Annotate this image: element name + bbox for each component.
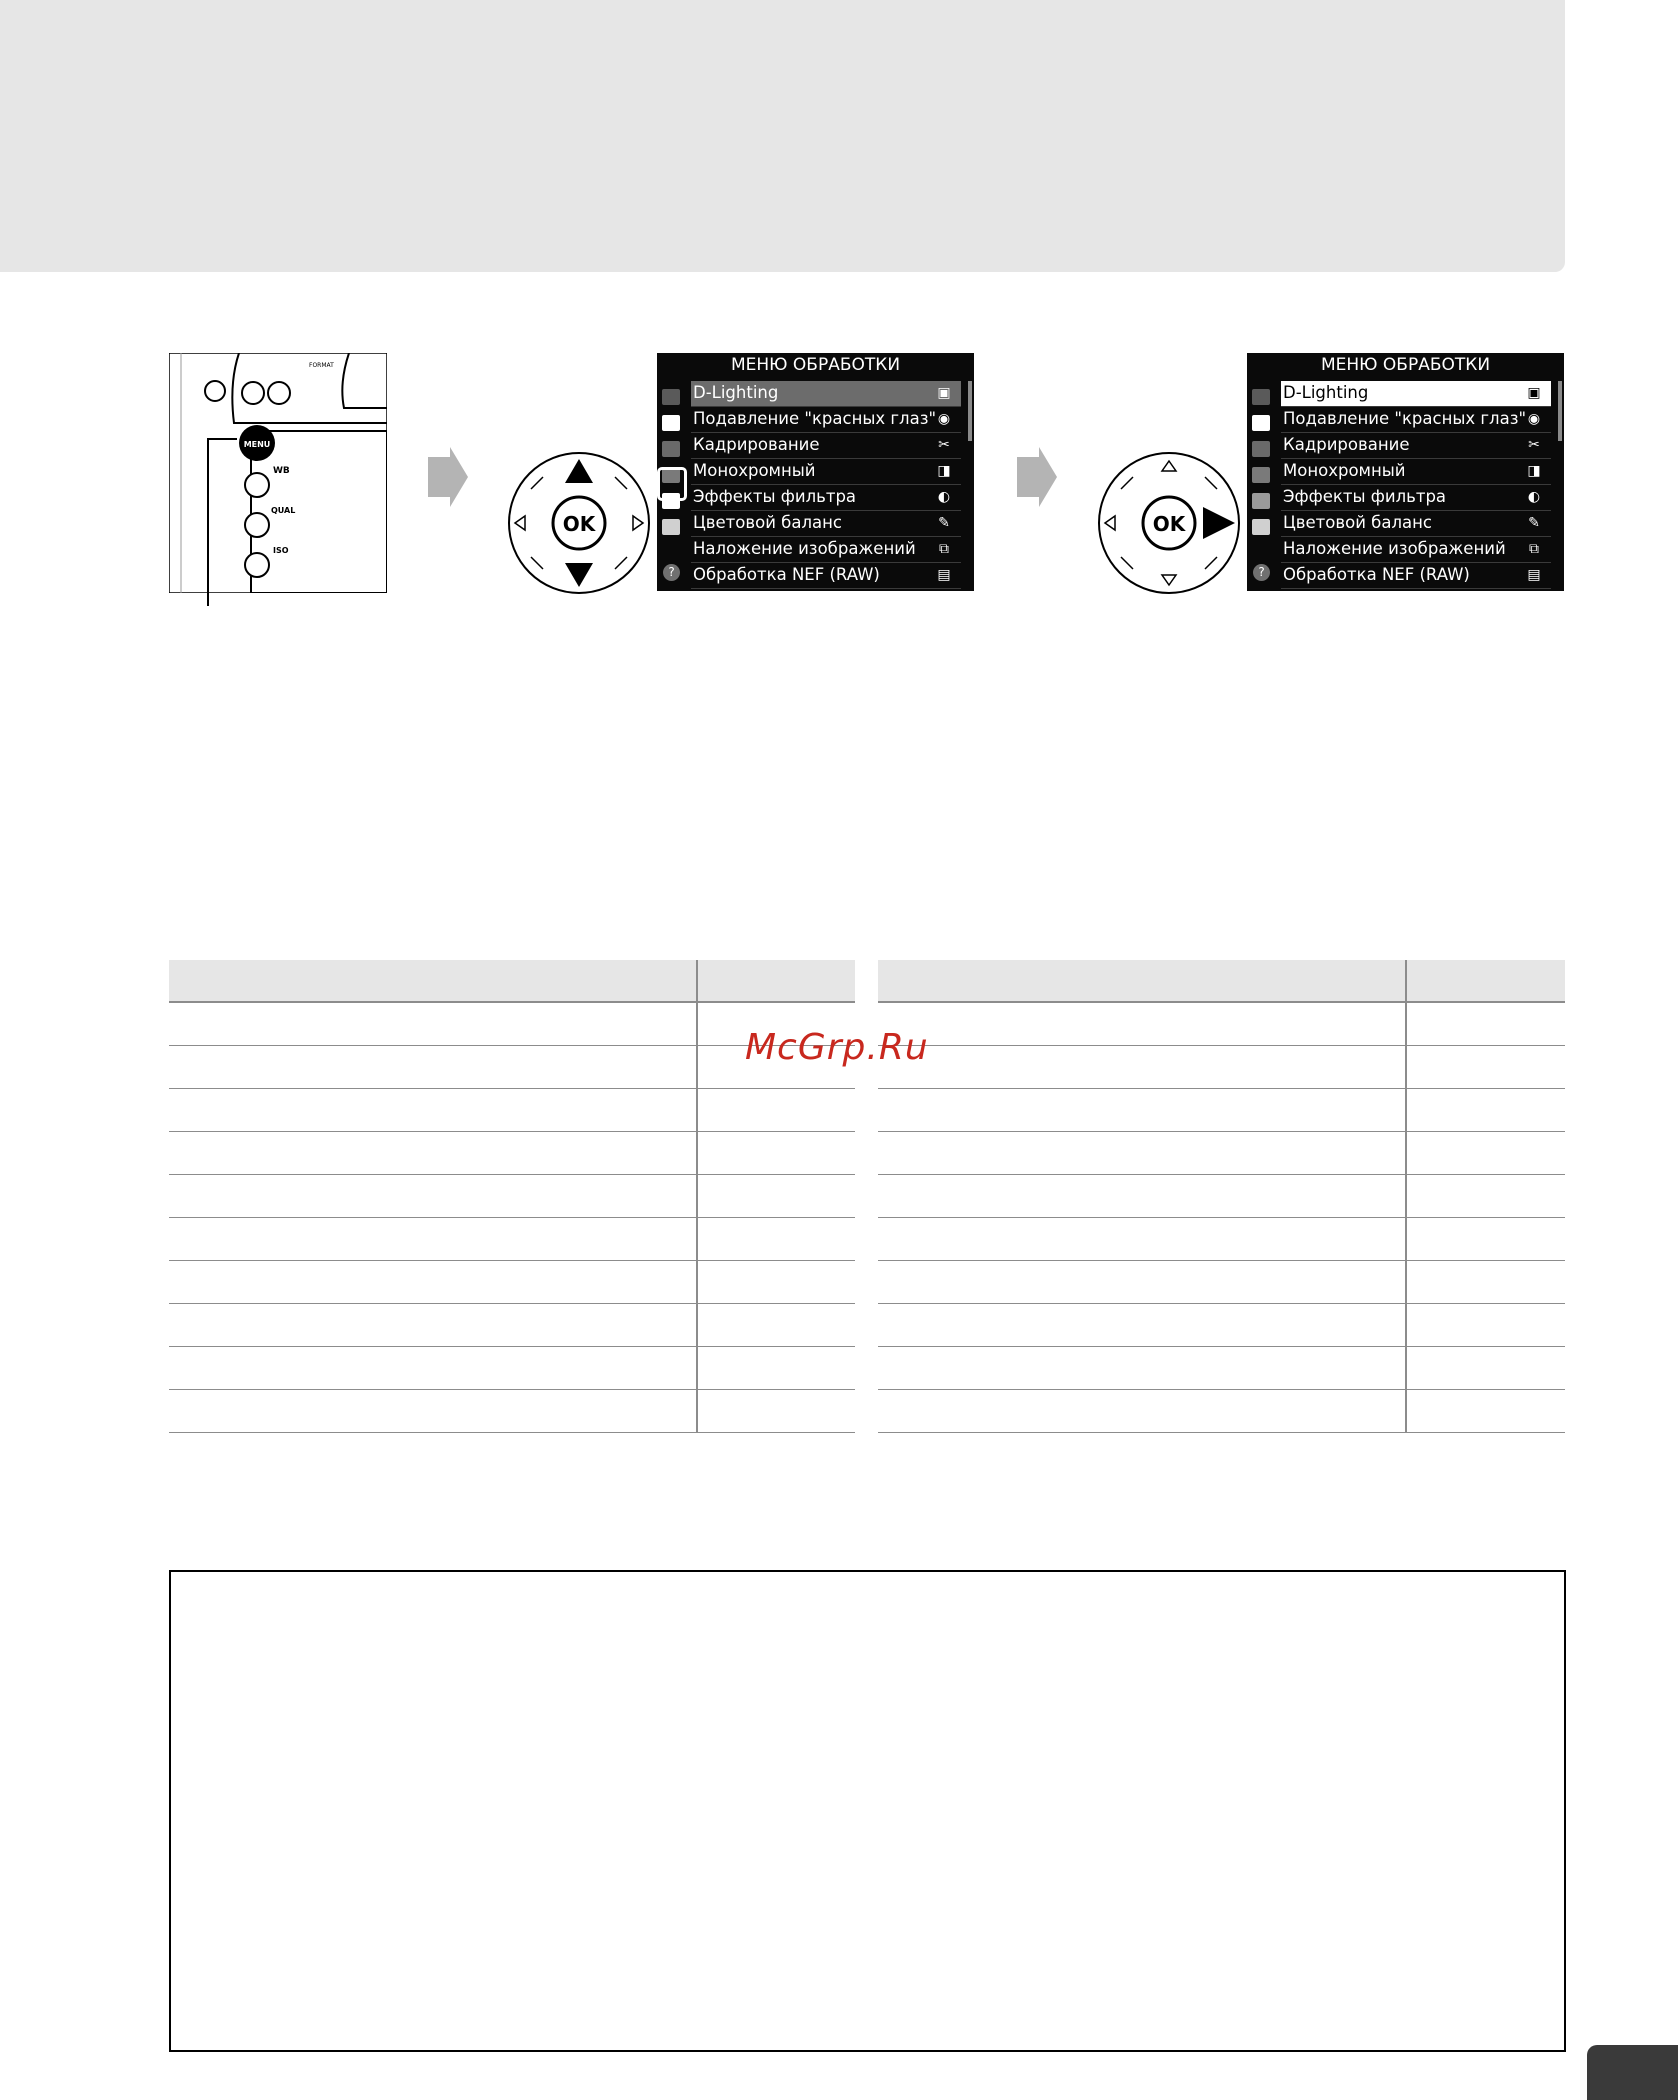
menu-item-color-balance[interactable] [1281, 511, 1551, 537]
table-row [878, 1261, 1565, 1304]
qual-label: QUAL [271, 506, 296, 515]
iso-label: ISO [273, 546, 289, 555]
help-icon: ? [1253, 564, 1270, 581]
color-balance-icon: ✎ [1528, 515, 1540, 531]
table-row [878, 1175, 1565, 1218]
menu-list [691, 381, 961, 589]
d-lighting-icon: ▣ [937, 385, 951, 401]
menu-item-label: Подавление "красных глаз" [1283, 409, 1527, 428]
table-row [169, 1089, 855, 1132]
menu-title: МЕНЮ ОБРАБОТКИ [1320, 355, 1491, 375]
menu-item-image-overlay[interactable] [691, 537, 961, 563]
menu-item-d-lighting[interactable] [691, 381, 961, 407]
table-row [878, 1304, 1565, 1347]
monochrome-icon: ◨ [937, 463, 951, 479]
table-header [878, 960, 1565, 1003]
shooting-menu-icon[interactable] [1252, 415, 1270, 431]
menu-item-label: Цветовой баланс [693, 513, 842, 532]
menu-item-filter-effects[interactable] [691, 485, 961, 511]
trim-icon: ✂ [1528, 437, 1540, 453]
watermark: McGrp.Ru [745, 1027, 929, 1068]
menu-item-label: Обработка NEF (RAW) [693, 565, 880, 584]
table-row [169, 1132, 855, 1175]
table-row [169, 1175, 855, 1218]
monochrome-icon: ◨ [1527, 463, 1541, 479]
menu-item-label: Кадрирование [693, 435, 820, 454]
image-overlay-icon: ⧉ [1529, 541, 1539, 557]
menu-item-d-lighting[interactable] [1281, 381, 1551, 407]
multi-selector-up-down [507, 451, 651, 595]
menu-item-nef-raw[interactable] [691, 563, 961, 589]
menu-item-color-balance[interactable] [691, 511, 961, 537]
playback-menu-icon[interactable] [662, 389, 680, 405]
red-eye-icon: ◉ [1527, 411, 1541, 427]
scrollbar[interactable] [1558, 381, 1562, 441]
menu-item-label: Обработка NEF (RAW) [1283, 565, 1470, 584]
menu-list [1281, 381, 1551, 589]
table-header [169, 960, 855, 1003]
note-box [169, 1570, 1566, 2052]
retouch-menu-screen-1 [657, 353, 974, 591]
menu-item-trim[interactable] [1281, 433, 1551, 459]
custom-settings-icon[interactable] [1252, 441, 1270, 457]
menu-title: МЕНЮ ОБРАБОТКИ [730, 355, 901, 375]
menu-item-label: Эффекты фильтра [693, 487, 857, 506]
menu-item-label: Наложение изображений [1283, 539, 1506, 558]
menu-item-label: Подавление "красных глаз" [693, 409, 937, 428]
retouch-menu-icon[interactable] [1252, 493, 1270, 509]
multi-selector-right [1097, 451, 1241, 595]
retouch-menu-screen-2 [1247, 353, 1564, 591]
menu-item-label: Наложение изображений [693, 539, 916, 558]
camera-back-illustration [169, 353, 387, 593]
callout-line [207, 438, 209, 606]
menu-item-label: Эффекты фильтра [1283, 487, 1447, 506]
table-row [169, 1347, 855, 1390]
my-menu-icon[interactable] [662, 519, 680, 535]
menu-item-label: Кадрирование [1283, 435, 1410, 454]
menu-item-monochrome[interactable] [1281, 459, 1551, 485]
menu-item-label: Монохромный [1283, 461, 1406, 480]
column-divider [696, 960, 698, 1432]
trim-icon: ✂ [938, 437, 950, 453]
table-row [878, 1003, 1565, 1046]
red-eye-icon: ◉ [937, 411, 951, 427]
format-label: FORMAT [309, 362, 334, 369]
section-tab [1587, 2045, 1678, 2100]
table-row [169, 1218, 855, 1261]
playback-menu-icon[interactable] [1252, 389, 1270, 405]
step-arrow-icon [428, 447, 468, 507]
table-row [878, 1132, 1565, 1175]
table-row [169, 1390, 855, 1433]
ok-label: OK [562, 512, 596, 536]
table-row [878, 1046, 1565, 1089]
table-row [878, 1347, 1565, 1390]
table-row [878, 1218, 1565, 1261]
menu-item-trim[interactable] [691, 433, 961, 459]
color-balance-icon: ✎ [938, 515, 950, 531]
menu-item-monochrome[interactable] [691, 459, 961, 485]
ok-label: OK [1152, 512, 1186, 536]
menu-item-red-eye[interactable] [1281, 407, 1551, 433]
image-overlay-icon: ⧉ [939, 541, 949, 557]
menu-button-label: MENU [243, 440, 271, 449]
selection-frame [657, 467, 687, 501]
options-table-right [878, 960, 1565, 1433]
nef-raw-icon: ▤ [937, 567, 951, 583]
step-arrow-icon [1017, 447, 1057, 507]
column-divider [1405, 960, 1407, 1432]
nef-raw-icon: ▤ [1527, 567, 1541, 583]
menu-item-filter-effects[interactable] [1281, 485, 1551, 511]
table-row [169, 1304, 855, 1347]
menu-sidebar [1247, 371, 1275, 591]
menu-item-label: D-Lighting [693, 383, 779, 402]
filter-effects-icon: ◐ [937, 489, 951, 505]
callout-line-horizontal [207, 438, 237, 440]
menu-item-label: Цветовой баланс [1283, 513, 1432, 532]
menu-item-nef-raw[interactable] [1281, 563, 1551, 589]
header-band [0, 0, 1565, 272]
menu-item-label: D-Lighting [1283, 383, 1369, 402]
wb-label: WB [273, 466, 290, 476]
menu-item-red-eye[interactable] [691, 407, 961, 433]
table-row [169, 1261, 855, 1304]
help-icon: ? [663, 564, 680, 581]
d-lighting-icon: ▣ [1527, 385, 1541, 401]
menu-item-image-overlay[interactable] [1281, 537, 1551, 563]
filter-effects-icon: ◐ [1527, 489, 1541, 505]
scrollbar[interactable] [968, 381, 972, 441]
my-menu-icon[interactable] [1252, 519, 1270, 535]
table-row [878, 1089, 1565, 1132]
table-row [878, 1390, 1565, 1433]
menu-item-label: Монохромный [693, 461, 816, 480]
shooting-menu-icon[interactable] [662, 415, 680, 431]
setup-menu-icon[interactable] [1252, 467, 1270, 483]
custom-settings-icon[interactable] [662, 441, 680, 457]
